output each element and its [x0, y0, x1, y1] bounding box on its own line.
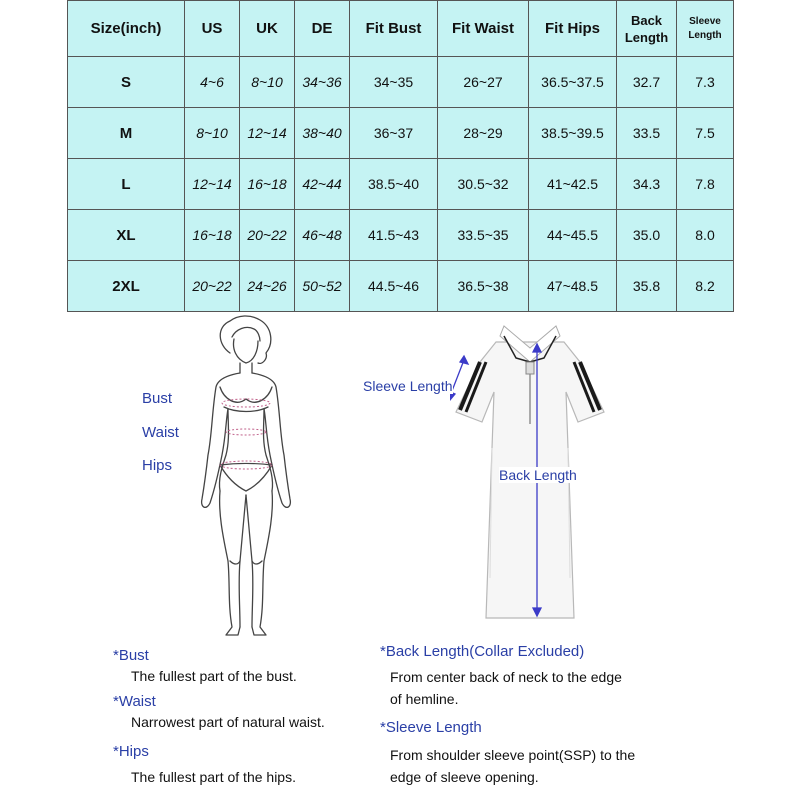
- us-cell: 12~14: [185, 159, 240, 210]
- fit-waist-cell: 28~29: [438, 108, 529, 159]
- us-cell: 8~10: [185, 108, 240, 159]
- sleeve-length-cell: 7.8: [677, 159, 734, 210]
- sleeve-length-cell: 8.2: [677, 261, 734, 312]
- uk-cell: 20~22: [240, 210, 295, 261]
- back-length-cell: 35.0: [617, 210, 677, 261]
- table-row: [68, 159, 734, 210]
- hips-definition-text: The fullest part of the hips.: [131, 769, 296, 785]
- size-cell: M: [68, 108, 185, 159]
- size-chart-table: [67, 0, 734, 312]
- sleeve-length-cell: 7.5: [677, 108, 734, 159]
- fit-bust-cell: 34~35: [350, 57, 438, 108]
- back-length-cell: 32.7: [617, 57, 677, 108]
- us-cell: 20~22: [185, 261, 240, 312]
- hips-label: Hips: [142, 457, 173, 474]
- fit-hips-cell: 38.5~39.5: [529, 108, 617, 159]
- col-header-sleeve-length: Sleeve Length: [677, 1, 734, 57]
- fit-hips-cell: 36.5~37.5: [529, 57, 617, 108]
- fit-bust-cell: 36~37: [350, 108, 438, 159]
- sleeve-length-cell: 7.3: [677, 57, 734, 108]
- table-row: [68, 210, 734, 261]
- col-header-us: US: [185, 1, 240, 57]
- waist-definition-text: Narrowest part of natural waist.: [131, 714, 325, 730]
- bust-definition-title: *Bust: [113, 647, 149, 664]
- waist-measure-line: [226, 429, 266, 435]
- sleeve-length-callout: Sleeve Length: [363, 378, 453, 394]
- fit-hips-cell: 47~48.5: [529, 261, 617, 312]
- fit-bust-cell: 41.5~43: [350, 210, 438, 261]
- col-header-back-length: Back Length: [617, 1, 677, 57]
- back-length-callout: Back Length: [499, 467, 577, 483]
- de-cell: 34~36: [295, 57, 350, 108]
- size-cell: S: [68, 57, 185, 108]
- table-row: [68, 57, 734, 108]
- back-length-cell: 33.5: [617, 108, 677, 159]
- us-cell: 16~18: [185, 210, 240, 261]
- col-header-fit-waist: Fit Waist: [438, 1, 529, 57]
- fit-bust-cell: 44.5~46: [350, 261, 438, 312]
- bust-label: Bust: [142, 390, 173, 407]
- col-header-uk: UK: [240, 1, 295, 57]
- de-cell: 50~52: [295, 261, 350, 312]
- sleeve-length-definition-line1: From shoulder sleeve point(SSP) to the: [390, 747, 636, 763]
- body-silhouette-figure: [188, 315, 308, 640]
- back-length-cell: 35.8: [617, 261, 677, 312]
- waist-definition-title: *Waist: [113, 693, 156, 710]
- col-header-de: DE: [295, 1, 350, 57]
- de-cell: 42~44: [295, 159, 350, 210]
- sleeve-length-definition-title: *Sleeve Length: [380, 719, 482, 736]
- hips-definition-title: *Hips: [113, 743, 149, 760]
- table-row: [68, 108, 734, 159]
- uk-cell: 8~10: [240, 57, 295, 108]
- bust-definition-text: The fullest part of the bust.: [131, 668, 297, 684]
- fit-hips-cell: 44~45.5: [529, 210, 617, 261]
- sleeve-length-cell: 8.0: [677, 210, 734, 261]
- body-outline-icon: [188, 315, 308, 640]
- col-header-fit-hips: Fit Hips: [529, 1, 617, 57]
- back-length-definition-line2: of hemline.: [390, 691, 459, 707]
- size-cell: 2XL: [68, 261, 185, 312]
- de-cell: 38~40: [295, 108, 350, 159]
- fit-bust-cell: 38.5~40: [350, 159, 438, 210]
- col-header-size: Size(inch): [68, 1, 185, 57]
- uk-cell: 16~18: [240, 159, 295, 210]
- size-cell: XL: [68, 210, 185, 261]
- back-length-definition-title: *Back Length(Collar Excluded): [380, 643, 585, 660]
- col-header-fit-bust: Fit Bust: [350, 1, 438, 57]
- hips-measure-line: [220, 461, 272, 469]
- table-row: [68, 261, 734, 312]
- size-cell: L: [68, 159, 185, 210]
- de-cell: 46~48: [295, 210, 350, 261]
- sleeve-length-definition-line2: edge of sleeve opening.: [390, 769, 539, 785]
- fit-waist-cell: 36.5~38: [438, 261, 529, 312]
- table-header-row: [68, 1, 734, 57]
- back-length-cell: 34.3: [617, 159, 677, 210]
- fit-waist-cell: 33.5~35: [438, 210, 529, 261]
- uk-cell: 12~14: [240, 108, 295, 159]
- waist-label: Waist: [142, 424, 179, 441]
- fit-waist-cell: 30.5~32: [438, 159, 529, 210]
- fit-hips-cell: 41~42.5: [529, 159, 617, 210]
- back-length-definition-line1: From center back of neck to the edge: [390, 669, 622, 685]
- fit-waist-cell: 26~27: [438, 57, 529, 108]
- uk-cell: 24~26: [240, 261, 295, 312]
- us-cell: 4~6: [185, 57, 240, 108]
